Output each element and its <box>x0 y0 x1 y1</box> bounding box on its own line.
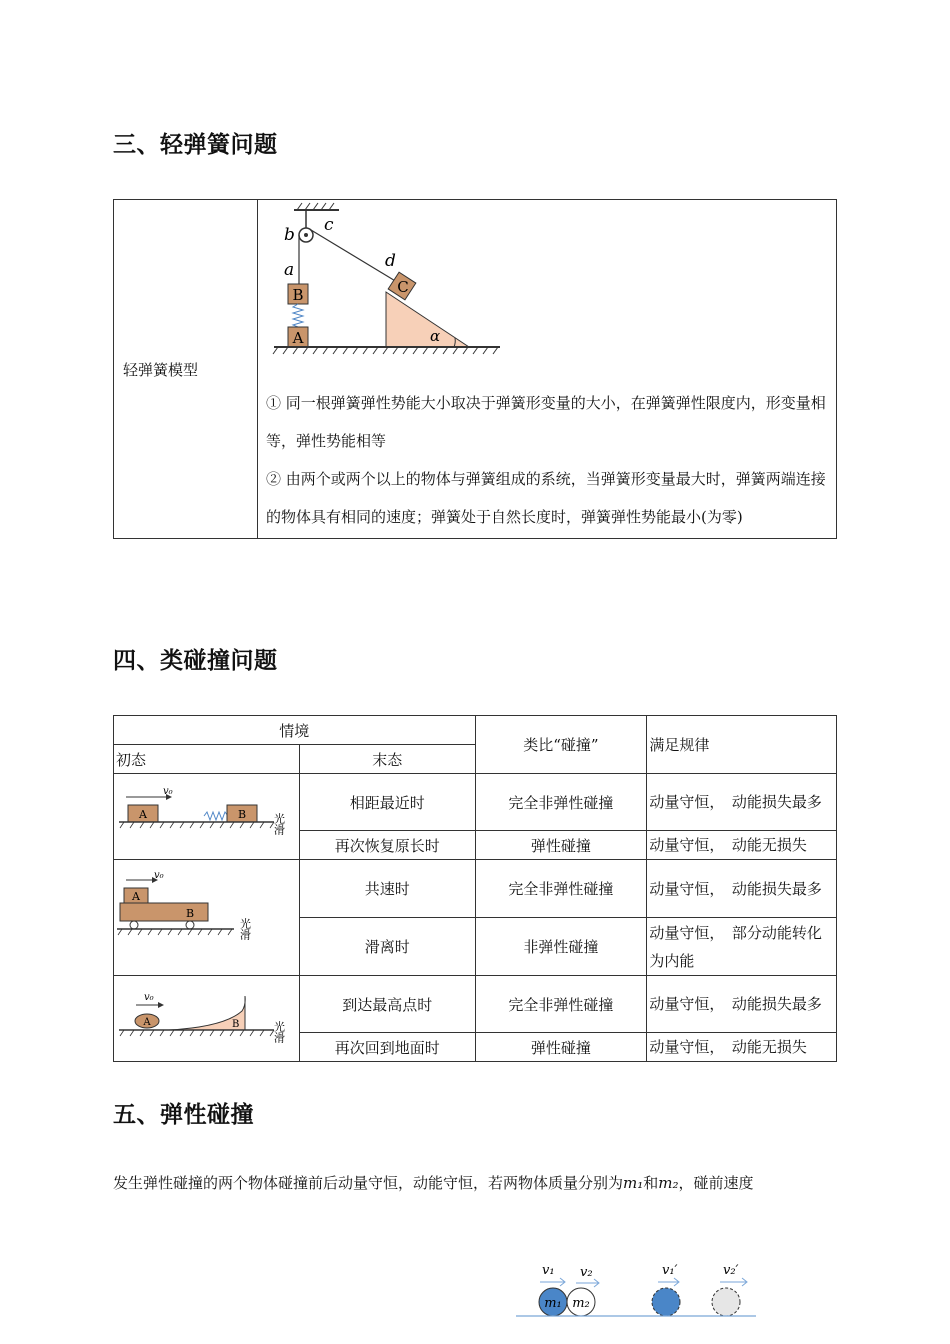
board-block-figure-cell <box>114 860 300 976</box>
row1-final: 相距最近时 <box>299 774 475 831</box>
header-situation: 情境 <box>114 716 476 745</box>
block-c-label: C <box>397 278 409 296</box>
row6-final: 再次回到地面时 <box>299 1033 475 1062</box>
spring-pulley-figure <box>264 200 514 360</box>
v2-prime-label: v₂′ <box>723 1263 739 1278</box>
section-3-title: 三、轻弹簧问题 <box>113 132 278 158</box>
v2-label: v₂ <box>580 1265 593 1280</box>
row5-final: 到达最高点时 <box>299 976 475 1033</box>
spring-blocks-figure-cell <box>114 774 300 860</box>
spring-model-content <box>258 200 837 539</box>
spring-model-label: 轻弹簧模型 <box>114 200 258 539</box>
paragraph-text-c: ，碰前速度 <box>678 1174 754 1192</box>
row5-analogy: 完全非弹性碰撞 <box>475 976 647 1033</box>
m2-label: m₂ <box>572 1296 590 1311</box>
angle-label: α <box>430 327 441 345</box>
collision-analogy-table <box>113 715 837 1062</box>
mass-1: m₁ <box>623 1174 644 1192</box>
header-final: 末态 <box>299 745 475 774</box>
board-block-figure <box>114 868 297 968</box>
v1-label: v₁ <box>542 1263 555 1278</box>
row1-analogy: 完全非弹性碰撞 <box>475 774 647 831</box>
row4-final: 滑离时 <box>299 918 475 976</box>
row2-analogy: 弹性碰撞 <box>475 831 647 860</box>
row3-final: 共速时 <box>299 860 475 918</box>
ramp-figure-cell <box>114 976 300 1062</box>
v0-label: v₀ <box>144 991 154 1003</box>
mass-2: m₂ <box>658 1174 679 1192</box>
ramp-b-label: B <box>232 1018 240 1030</box>
m1-label: m₁ <box>544 1296 562 1311</box>
header-analogy: 类比“碰撞” <box>475 716 647 774</box>
paragraph-text-a: 发生弹性碰撞的两个物体碰撞前后动量守恒，动能守恒，若两物体质量分别为 <box>113 1174 624 1192</box>
row6-rule: 动量守恒， 动能无损失 <box>647 1033 837 1062</box>
row2-final: 再次恢复原长时 <box>299 831 475 860</box>
block-a-label: A <box>139 807 147 821</box>
row6-analogy: 弹性碰撞 <box>475 1033 647 1062</box>
header-rule: 满足规律 <box>647 716 837 774</box>
spring-model-table <box>113 199 837 539</box>
elastic-collision-paragraph <box>113 1172 754 1193</box>
block-b-label: B <box>237 807 247 821</box>
point-d-label: d <box>385 251 396 271</box>
spring-point-1: ① 同一根弹簧弹性势能大小取决于弹簧形变量的大小，在弹簧弹性限度内，形变量相等，弹性势能相等 <box>266 394 826 450</box>
row2-rule: 动量守恒， 动能无损失 <box>647 831 837 860</box>
row3-analogy: 完全非弹性碰撞 <box>475 860 647 918</box>
smooth-label: 光滑 <box>272 1020 286 1043</box>
smooth-label: 光滑 <box>238 917 252 940</box>
spring-point-2: ② 由两个或两个以上的物体与弹簧组成的系统，当弹簧形变量最大时，弹簧两端连接的物体具有相同的速度；弹簧处于自然长度时，弹簧弹性势能最小(为零) <box>266 470 826 526</box>
row4-rule: 动量守恒， 部分动能转化为内能 <box>647 918 837 976</box>
section-4-title: 四、类碰撞问题 <box>113 648 278 674</box>
point-b-label: b <box>284 225 295 245</box>
paragraph-text-b: 和 <box>643 1174 659 1192</box>
v0-label: v₀ <box>163 785 173 797</box>
spring-blocks-figure <box>114 777 297 857</box>
ball-a-label: A <box>143 1016 151 1028</box>
row4-analogy: 非弹性碰撞 <box>475 918 647 976</box>
point-c-label: c <box>324 215 334 235</box>
block-b-label: B <box>292 286 304 304</box>
block-a-label: A <box>292 329 304 347</box>
board-b-label: B <box>185 906 195 920</box>
elastic-collision-figure <box>510 1258 770 1342</box>
v0-label: v₀ <box>154 869 164 881</box>
row5-rule: 动量守恒， 动能损失最多 <box>647 976 837 1033</box>
block-a-label: A <box>132 889 140 903</box>
ramp-figure <box>114 979 297 1059</box>
row1-rule: 动量守恒， 动能损失最多 <box>647 774 837 831</box>
row3-rule: 动量守恒， 动能损失最多 <box>647 860 837 918</box>
smooth-label: 光滑 <box>272 812 286 835</box>
header-initial: 初态 <box>114 745 300 774</box>
section-5-title: 五、弹性碰撞 <box>113 1102 254 1128</box>
point-a-label: a <box>284 260 295 280</box>
v1-prime-label: v₁′ <box>662 1263 678 1278</box>
